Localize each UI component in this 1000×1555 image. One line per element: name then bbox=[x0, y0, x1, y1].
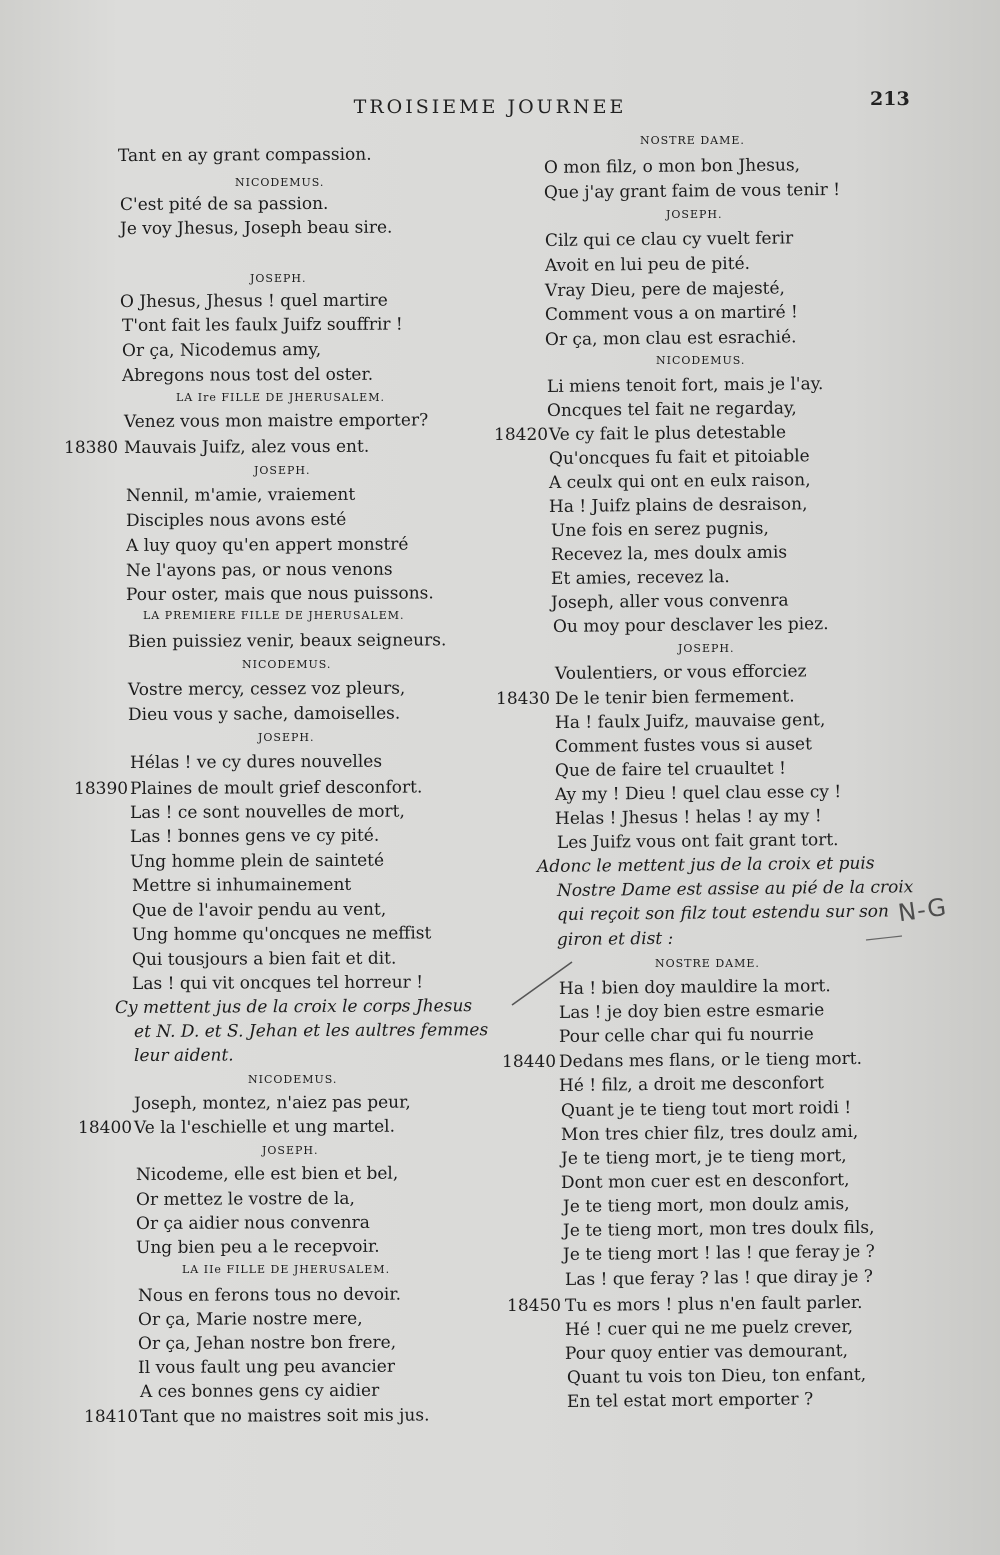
verse-line: Mon tres chier filz, tres doulz ami, bbox=[560, 1121, 859, 1145]
verse-line: Quant je te tieng tout mort roidi ! bbox=[560, 1097, 852, 1121]
verse-line: Voulentiers, or vous efforciez bbox=[554, 661, 807, 684]
pencil-stroke bbox=[866, 936, 902, 940]
verse-line: Une fois en serez pugnis, bbox=[550, 518, 769, 541]
speaker-label: LA PREMIERE FILLE DE JHERUSALEM. bbox=[143, 609, 405, 622]
verse-line: Je voy Jhesus, Joseph beau sire. bbox=[119, 217, 393, 239]
verse-line: Ay my ! Dieu ! quel clau esse cy ! bbox=[554, 782, 842, 805]
verse-line: O Jhesus, Jhesus ! quel martire bbox=[119, 290, 388, 312]
speaker-label: JOSEPH. bbox=[258, 731, 315, 744]
verse-line: Tant en ay grant compassion. bbox=[117, 144, 372, 166]
line-number: 18400 bbox=[78, 1118, 133, 1138]
verse-line: Pour celle char qui fu nourrie bbox=[558, 1024, 814, 1047]
line-number: 18390 bbox=[74, 779, 129, 799]
verse-line: Las ! bonnes gens ve cy pité. bbox=[129, 825, 380, 847]
verse-line: Tant que no maistres soit mis jus. bbox=[139, 1405, 430, 1427]
verse-line: Que de faire tel cruaultet ! bbox=[554, 758, 787, 781]
verse-line: Li miens tenoit fort, mais je l'ay. bbox=[546, 374, 824, 397]
stage-direction: Adonc le mettent jus de la croix et puis bbox=[536, 853, 875, 877]
verse-line: Vostre mercy, cessez voz pleurs, bbox=[127, 678, 406, 700]
verse-line: En tel estat mort emporter ? bbox=[566, 1389, 814, 1412]
verse-line: Disciples nous avons esté bbox=[125, 509, 347, 531]
verse-line: Ve cy fait le plus detestable bbox=[548, 422, 787, 445]
verse-line: Las ! que feray ? las ! que diray je ? bbox=[564, 1266, 873, 1290]
line-number: 18380 bbox=[64, 438, 119, 458]
verse-line: Tu es mors ! plus n'en fault parler. bbox=[564, 1292, 863, 1316]
speaker-label: JOSEPH. bbox=[262, 1144, 319, 1157]
verse-line: Que de l'avoir pendu au vent, bbox=[131, 899, 387, 921]
verse-line: Or ça aidier nous convenra bbox=[135, 1212, 370, 1234]
line-number: 18410 bbox=[84, 1407, 139, 1427]
speaker-label: LA Ire FILLE DE JHERUSALEM. bbox=[176, 391, 385, 404]
verse-line: Quant tu vois ton Dieu, ton enfant, bbox=[566, 1364, 867, 1388]
verse-line: Nous en ferons tous no devoir. bbox=[137, 1284, 402, 1306]
verse-line: Or ça, Marie nostre mere, bbox=[137, 1308, 363, 1330]
verse-line: Or mettez le vostre de la, bbox=[135, 1188, 356, 1210]
verse-line: Venez vous mon maistre emporter? bbox=[123, 410, 429, 432]
verse-line: Comment fustes vous si auset bbox=[554, 734, 812, 757]
stage-direction: leur aident. bbox=[133, 1045, 234, 1066]
verse-line: Hélas ! ve cy dures nouvelles bbox=[129, 751, 383, 773]
verse-line: Helas ! Jhesus ! helas ! ay my ! bbox=[554, 806, 822, 829]
verse-line: Or ça, Jehan nostre bon frere, bbox=[137, 1332, 397, 1354]
verse-line: Je te tieng mort, je te tieng mort, bbox=[560, 1146, 847, 1169]
stage-direction: Cy mettent jus de la croix le corps Jhesus bbox=[114, 996, 473, 1018]
verse-line: Or ça, Nicodemus amy, bbox=[121, 339, 322, 361]
verse-line: Oncques tel fait ne regarday, bbox=[546, 398, 797, 421]
verse-line: Nennil, m'amie, vraiement bbox=[125, 484, 356, 506]
speaker-label: NICODEMUS. bbox=[235, 176, 325, 189]
speaker-label: JOSEPH. bbox=[666, 208, 723, 221]
speaker-label: NOSTRE DAME. bbox=[655, 957, 760, 970]
stage-direction: qui reçoit son filz tout estendu sur son bbox=[556, 901, 890, 925]
verse-line: Dont mon cuer est en desconfort, bbox=[560, 1169, 850, 1193]
verse-line: Ve la l'eschielle et ung martel. bbox=[133, 1116, 396, 1138]
verse-line: Las ! ce sont nouvelles de mort, bbox=[129, 801, 405, 823]
verse-line: Vray Dieu, pere de majesté, bbox=[544, 278, 786, 301]
speaker-label: JOSEPH. bbox=[678, 642, 735, 655]
verse-line: Joseph, aller vous convenra bbox=[550, 590, 789, 613]
line-number: 18420 bbox=[494, 425, 549, 445]
speaker-label: NICODEMUS. bbox=[248, 1073, 338, 1086]
line-number: 18430 bbox=[496, 689, 551, 709]
verse-line: Pour oster, mais que nous puissons. bbox=[125, 583, 434, 605]
verse-line: Or ça, mon clau est esrachié. bbox=[544, 327, 797, 350]
verse-line: Hé ! cuer qui ne me puelz crever, bbox=[564, 1316, 854, 1340]
verse-line: Ha ! Juifz plains de desraison, bbox=[548, 494, 808, 517]
verse-line: Que j'ay grant faim de vous tenir ! bbox=[543, 179, 841, 203]
stage-direction: giron et dist : bbox=[556, 928, 674, 950]
verse-line: Las ! qui vit oncques tel horreur ! bbox=[131, 972, 424, 994]
verse-line: Comment vous a on martiré ! bbox=[544, 302, 798, 325]
line-number: 18450 bbox=[507, 1296, 562, 1316]
verse-line: O mon filz, o mon bon Jhesus, bbox=[543, 155, 801, 178]
stage-direction: Nostre Dame est assise au pié de la croix bbox=[556, 877, 914, 901]
verse-line: Je te tieng mort ! las ! que feray je ? bbox=[562, 1241, 875, 1265]
speaker-label: JOSEPH. bbox=[250, 272, 307, 285]
verse-line: Ung homme qu'oncques ne meffist bbox=[131, 923, 432, 945]
verse-line: Nicodeme, elle est bien et bel, bbox=[135, 1163, 399, 1185]
verse-line: Ung bien peu a le recepvoir. bbox=[135, 1236, 380, 1258]
verse-line: Ne l'ayons pas, or nous venons bbox=[125, 559, 393, 581]
verse-line: A ces bonnes gens cy aidier bbox=[139, 1380, 380, 1402]
verse-line: Mauvais Juifz, alez vous ent. bbox=[123, 436, 370, 458]
verse-line: C'est pité de sa passion. bbox=[119, 193, 329, 215]
verse-line: T'ont fait les faulx Juifz souffrir ! bbox=[121, 314, 403, 336]
speaker-label: LA IIe FILLE DE JHERUSALEM. bbox=[182, 1263, 391, 1276]
speaker-label: NICODEMUS. bbox=[656, 354, 746, 367]
verse-line: Abregons nous tost del oster. bbox=[121, 364, 374, 386]
verse-line: De le tenir bien fermement. bbox=[554, 686, 795, 709]
verse-line: Je te tieng mort, mon doulz amis, bbox=[562, 1193, 850, 1217]
verse-line: Je te tieng mort, mon tres doulx fils, bbox=[562, 1217, 875, 1241]
verse-line: Les Juifz vous ont fait grant tort. bbox=[556, 830, 839, 853]
speaker-label: NICODEMUS. bbox=[242, 658, 332, 671]
verse-line: Ou moy pour desclaver les piez. bbox=[552, 614, 829, 637]
handwritten-annotation: N-G bbox=[896, 892, 949, 928]
verse-line: Recevez la, mes doulx amis bbox=[550, 542, 788, 565]
verse-line: A luy quoy qu'en appert monstré bbox=[125, 534, 409, 556]
verse-line: Cilz qui ce clau cy vuelt ferir bbox=[544, 228, 794, 251]
running-header: TROISIEME JOURNEE bbox=[353, 96, 627, 118]
pencil-stroke bbox=[512, 962, 572, 1005]
verse-line: Avoit en lui peu de pité. bbox=[544, 253, 751, 276]
line-number: 18440 bbox=[502, 1052, 557, 1072]
speaker-label: NOSTRE DAME. bbox=[640, 134, 745, 147]
verse-line: Qui tousjours a bien fait et dit. bbox=[131, 948, 397, 970]
verse-line: Ha ! faulx Juifz, mauvaise gent, bbox=[554, 710, 826, 733]
verse-line: Bien puissiez venir, beaux seigneurs. bbox=[127, 630, 447, 652]
verse-line: A ceulx qui ont en eulx raison, bbox=[548, 470, 811, 493]
page-number: 213 bbox=[870, 88, 910, 110]
verse-line: Plaines de moult grief desconfort. bbox=[129, 777, 423, 799]
verse-line: Ha ! bien doy mauldire la mort. bbox=[558, 976, 831, 999]
verse-line: Et amies, recevez la. bbox=[550, 567, 730, 589]
verse-line: Dedans mes flans, or le tieng mort. bbox=[558, 1048, 863, 1072]
verse-line: Joseph, montez, n'aiez pas peur, bbox=[133, 1092, 411, 1114]
speaker-label: JOSEPH. bbox=[254, 464, 311, 477]
stage-direction: et N. D. et S. Jehan et les aultres femmes bbox=[133, 1020, 489, 1042]
verse-line: Ung homme plein de sainteté bbox=[129, 850, 385, 872]
verse-line: Hé ! filz, a droit me desconfort bbox=[558, 1073, 825, 1096]
verse-line: Dieu vous y sache, damoiselles. bbox=[127, 703, 401, 725]
verse-line: Il vous fault ung peu avancier bbox=[137, 1356, 396, 1378]
verse-line: Pour quoy entier vas demourant, bbox=[564, 1341, 849, 1364]
verse-line: Qu'oncques fu fait et pitoiable bbox=[548, 446, 810, 469]
verse-line: Mettre si inhumainement bbox=[131, 874, 352, 896]
verse-line: Las ! je doy bien estre esmarie bbox=[558, 1000, 825, 1023]
